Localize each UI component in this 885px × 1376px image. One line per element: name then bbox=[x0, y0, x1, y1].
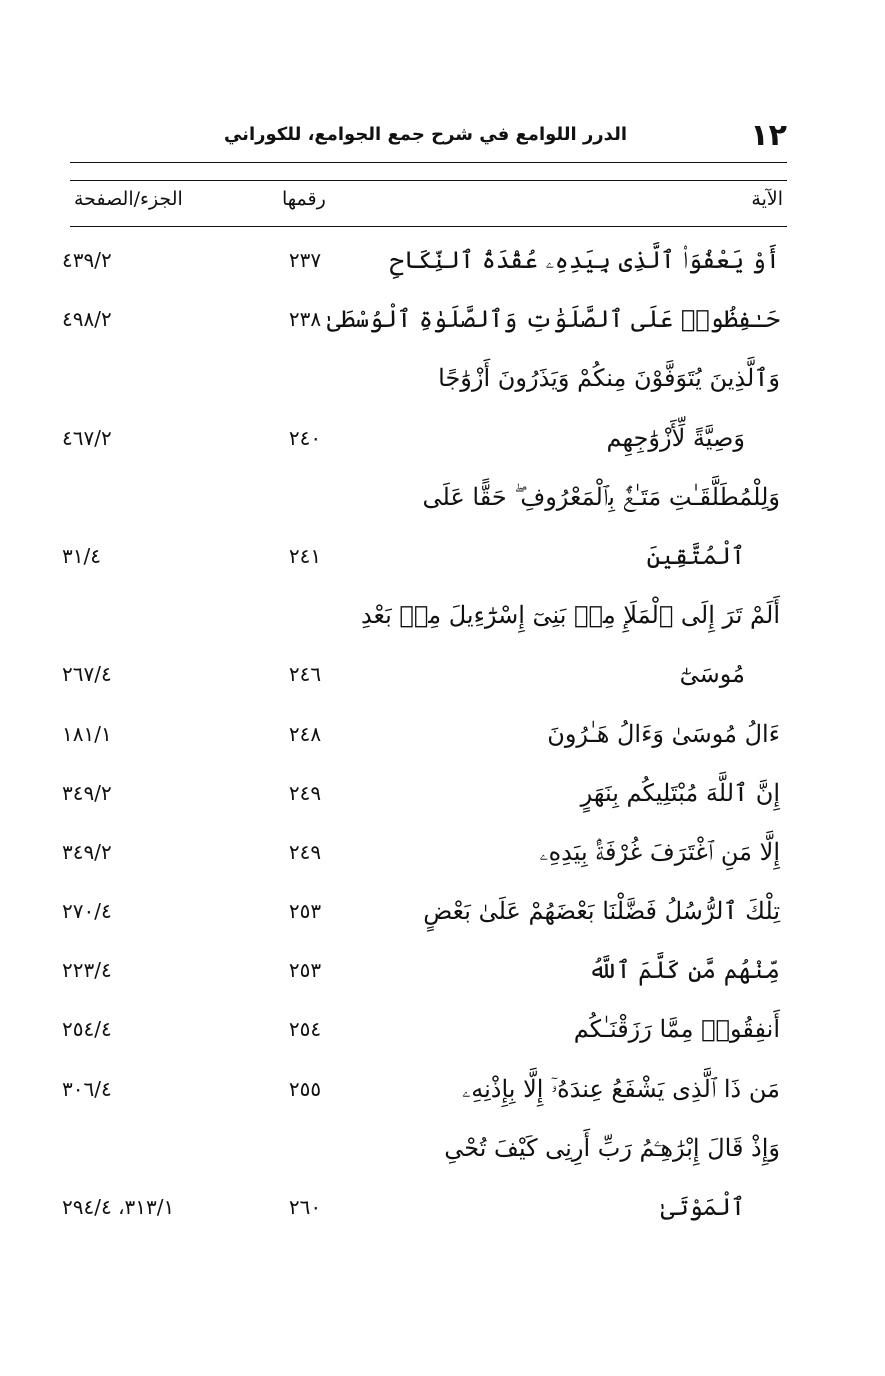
verse-number-cell: ٢٤٨ bbox=[288, 721, 322, 746]
verse-number-cell: ٢٣٧ bbox=[288, 248, 322, 272]
verse-cell: وَإِذْ قَالَ إِبْرَٰهِـۧمُ رَبِّ أَرِنِى كَيْفَ تُحْىِ bbox=[444, 1133, 780, 1162]
volume-page-cell: ٢٧٠/٤ bbox=[62, 899, 112, 924]
table-row bbox=[0, 824, 885, 883]
volume-page-cell: ٢٢٣/٤ bbox=[62, 958, 112, 983]
volume-page-cell: ٣١/٤ bbox=[62, 543, 101, 568]
verse-number-cell: ٢٤٦ bbox=[288, 662, 322, 687]
table-row bbox=[0, 1001, 885, 1060]
verse-cell: أَلَمْ تَرَ إِلَى ٱلْمَلَإِ مِنۢ بَنِىٓ إِسْرَٰٓءِيلَ مِنۢ بَعْدِ bbox=[360, 601, 780, 630]
verse-number-cell: ٢٤١ bbox=[288, 543, 322, 568]
verse-number-cell: ٢٤٩ bbox=[288, 780, 322, 805]
verse-cell: إِلَّا مَنِ ٱغْتَرَفَ غُرْفَةًۢ بِيَدِهِۦ bbox=[539, 837, 780, 866]
column-header-number: رقمها bbox=[282, 188, 326, 210]
verse-cell: ءَالُ مُوسَىٰ وَءَالُ هَـٰرُونَ bbox=[547, 719, 780, 748]
volume-page-cell: ٣٤٩/٢ bbox=[62, 780, 112, 805]
table-row bbox=[0, 410, 885, 469]
verse-cell: أَوْ يَعْفُوَا۟ ٱلَّذِى بِيَدِهِۦ عُقْدَةُ ٱلنِّكَاحِ bbox=[389, 246, 780, 274]
verse-number-cell: ٢٥٣ bbox=[288, 958, 322, 983]
verse-number-cell bbox=[270, 469, 340, 528]
verse-cell: وَصِيَّةً لِّأَزْوَٰجِهِم bbox=[606, 423, 745, 452]
volume-page-cell: ٤٣٩/٢ bbox=[62, 248, 112, 272]
volume-page-cell: ١٨١/١ bbox=[62, 721, 112, 746]
table-row bbox=[0, 350, 885, 409]
verse-number-cell bbox=[270, 350, 340, 409]
column-header-verse: الآية bbox=[751, 188, 783, 210]
table-row bbox=[0, 469, 885, 528]
volume-page-cell: ٣٤٩/٢ bbox=[62, 839, 112, 864]
table-row bbox=[0, 1061, 885, 1120]
volume-page-cell bbox=[62, 350, 222, 409]
verse-cell: ٱلْمَوْتَىٰ bbox=[660, 1193, 745, 1221]
verse-cell: مِّنْهُم مَّن كَلَّمَ ٱللَّهُ bbox=[588, 956, 780, 985]
table-header bbox=[70, 184, 787, 224]
verse-cell: وَلِلْمُطَلَّقَـٰتِ مَتَـٰعٌۢ بِٱلْمَعْرُوفِ ۖ حَقًّا عَلَى bbox=[422, 482, 780, 511]
verse-cell: أَنفِقُوا۟ مِمَّا رَزَقْنَـٰكُم bbox=[573, 1015, 780, 1044]
running-head bbox=[70, 118, 787, 162]
table-row bbox=[0, 883, 885, 942]
verse-cell: إِنَّ ٱللَّهَ مُبْتَلِيكُم بِنَهَرٍ bbox=[580, 778, 780, 807]
verse-number-cell: ٢٥٣ bbox=[288, 899, 322, 924]
volume-page-cell bbox=[62, 1120, 222, 1179]
table-row bbox=[0, 1120, 885, 1179]
verse-number-cell: ٢٥٥ bbox=[288, 1076, 322, 1101]
verse-cell: مُوسَىٰٓ bbox=[679, 660, 745, 689]
verse-cell: ٱلْمُتَّقِينَ bbox=[646, 541, 745, 570]
table-top-rule bbox=[70, 180, 787, 181]
verse-number-cell bbox=[270, 1120, 340, 1179]
table-row bbox=[0, 528, 885, 587]
verse-cell: وَٱلَّذِينَ يُتَوَفَّوْنَ مِنكُمْ وَيَذَرُونَ أَزْوَٰجًا bbox=[438, 364, 780, 393]
volume-page-cell: ٤٩٨/٢ bbox=[62, 307, 112, 332]
column-header-page: الجزء/الصفحة bbox=[74, 188, 183, 210]
verse-number-cell: ٢٣٨ bbox=[288, 307, 322, 332]
verse-number-cell: ٢٤٠ bbox=[288, 425, 322, 450]
table-row bbox=[0, 587, 885, 646]
volume-page-cell: ٢٦٧/٤ bbox=[62, 662, 112, 687]
book-title: الدرر اللوامع في شرح جمع الجوامع، للكوراني bbox=[223, 124, 627, 145]
volume-page-cell: ٤٦٧/٢ bbox=[62, 425, 112, 450]
volume-page-cell bbox=[62, 469, 222, 528]
table-header-rule bbox=[70, 226, 787, 227]
verse-number-cell: ٢٤٩ bbox=[288, 839, 322, 864]
verse-number-cell: ٢٥٤ bbox=[288, 1017, 322, 1042]
table-row bbox=[0, 765, 885, 824]
table-row bbox=[0, 646, 885, 705]
table-row bbox=[0, 232, 885, 291]
volume-page-cell: ٢٥٤/٤ bbox=[62, 1017, 112, 1042]
verse-cell: تِلْكَ ٱلرُّسُلُ فَضَّلْنَا بَعْضَهُمْ عَلَىٰ بَعْضٍ bbox=[423, 897, 780, 926]
table-row bbox=[0, 942, 885, 1001]
verse-cell: حَـٰفِظُوا۟ عَلَى ٱلصَّلَوَٰتِ وَٱلصَّلَوٰةِ ٱلْوُسْطَىٰ bbox=[326, 305, 780, 334]
table-row bbox=[0, 291, 885, 350]
verse-cell: مَن ذَا ٱلَّذِى يَشْفَعُ عِندَهُۥٓ إِلَّا بِإِذْنِهِۦ bbox=[462, 1074, 780, 1103]
page-number: ١٢ bbox=[750, 118, 787, 153]
volume-page-cell bbox=[62, 587, 222, 646]
table-row bbox=[0, 706, 885, 765]
verse-number-cell: ٢٦٠ bbox=[288, 1195, 322, 1219]
table-row bbox=[0, 1179, 885, 1238]
volume-page-cell: ٣١٣/١، ٢٩٤/٤ bbox=[62, 1195, 175, 1219]
verse-index-table bbox=[0, 232, 885, 1238]
volume-page-cell: ٣٠٦/٤ bbox=[62, 1076, 112, 1101]
header-rule bbox=[70, 162, 787, 163]
verse-number-cell bbox=[270, 587, 340, 646]
